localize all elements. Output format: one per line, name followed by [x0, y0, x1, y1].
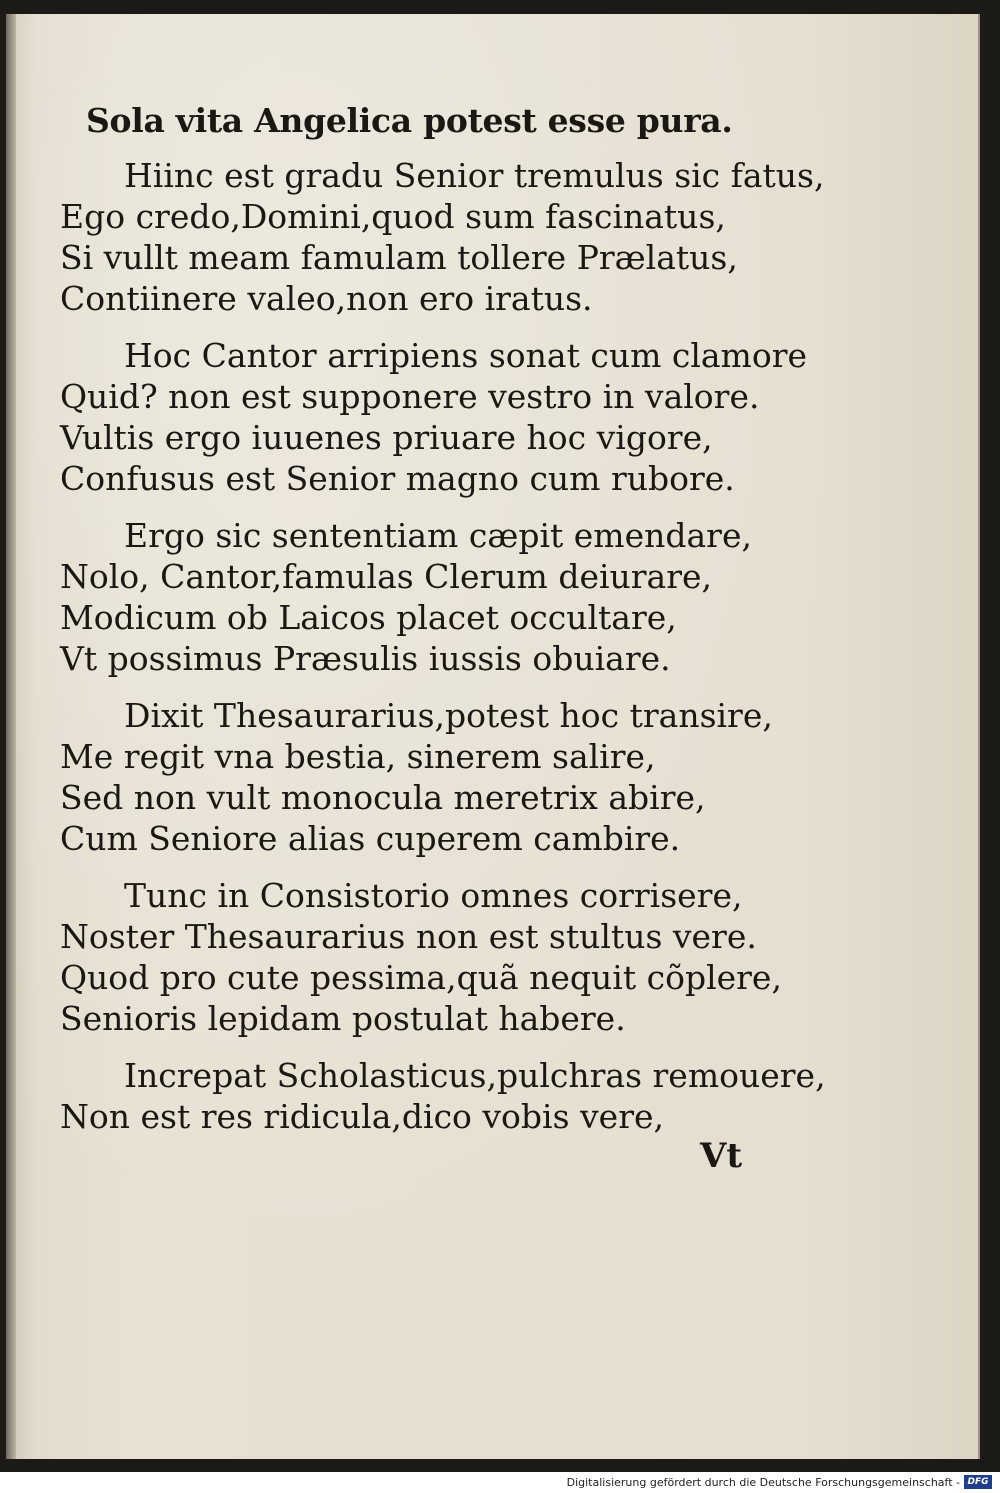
poem-text: [60, 100, 826, 1153]
verse-line: Vultis ergo iuuenes priuare hoc vigore,: [60, 418, 713, 457]
verse-line: Ego credo,Domini,quod sum fascinatus,: [60, 197, 726, 236]
verse-line: Cum Seniore alias cuperem cambire.: [60, 819, 681, 858]
stanza-2: [60, 335, 820, 499]
verse-line: Dixit Thesaurarius,potest hoc transire,: [124, 696, 773, 735]
verse-line: Non est res ridicula,dico vobis vere,: [60, 1097, 664, 1136]
stanza-5: [60, 875, 820, 1039]
verse-line: Increpat Scholasticus,pulchras remouere,: [124, 1056, 826, 1095]
verse-line: Noster Thesaurarius non est stultus vere.: [60, 917, 757, 956]
catchword: Vt: [700, 1136, 743, 1176]
verse-line: Me regit vna bestia, sinerem salire,: [60, 737, 656, 776]
stanza-3: [60, 515, 820, 679]
verse-line: Vt possimus Præsulis iussis obuiare.: [60, 639, 671, 678]
digitization-footer: [0, 1472, 1000, 1493]
verse-line: Hoc Cantor arripiens sonat cum clamore: [124, 336, 808, 375]
stanza-1: [60, 155, 825, 319]
verse-line: Si vullt meam famulam tollere Prælatus,: [60, 238, 738, 277]
verse-line: Confusus est Senior magno cum rubore.: [60, 459, 735, 498]
page-gutter: [6, 14, 16, 1459]
dfg-logo-icon: DFG: [964, 1475, 992, 1489]
stanza-4: [60, 695, 820, 859]
funding-credit: Digitalisierung gefördert durch die Deutsche Forschungsgemeinschaft -: [566, 1476, 960, 1489]
verse-line: Sed non vult monocula meretrix abire,: [60, 778, 706, 817]
verse-line: Quod pro cute pessima,quã nequit cõplere,: [60, 958, 782, 997]
verse-line: Nolo, Cantor,famulas Clerum deiurare,: [60, 557, 713, 596]
stanza-6: [60, 1055, 826, 1137]
verse-line: Tunc in Consistorio omnes corrisere,: [124, 876, 743, 915]
verse-line: Hiinc est gradu Senior tremulus sic fatus,: [124, 156, 825, 195]
verse-line: Modicum ob Laicos placet occultare,: [60, 598, 677, 637]
headline-line: Sola vita Angelica potest esse pura.: [86, 101, 733, 140]
verse-line: Quid? non est supponere vestro in valore.: [60, 377, 760, 416]
verse-line: Senioris lepidam postulat habere.: [60, 999, 626, 1038]
verse-line: Ergo sic sententiam cæpit emendare,: [124, 516, 752, 555]
verse-line: Contiinere valeo,non ero iratus.: [60, 279, 593, 318]
